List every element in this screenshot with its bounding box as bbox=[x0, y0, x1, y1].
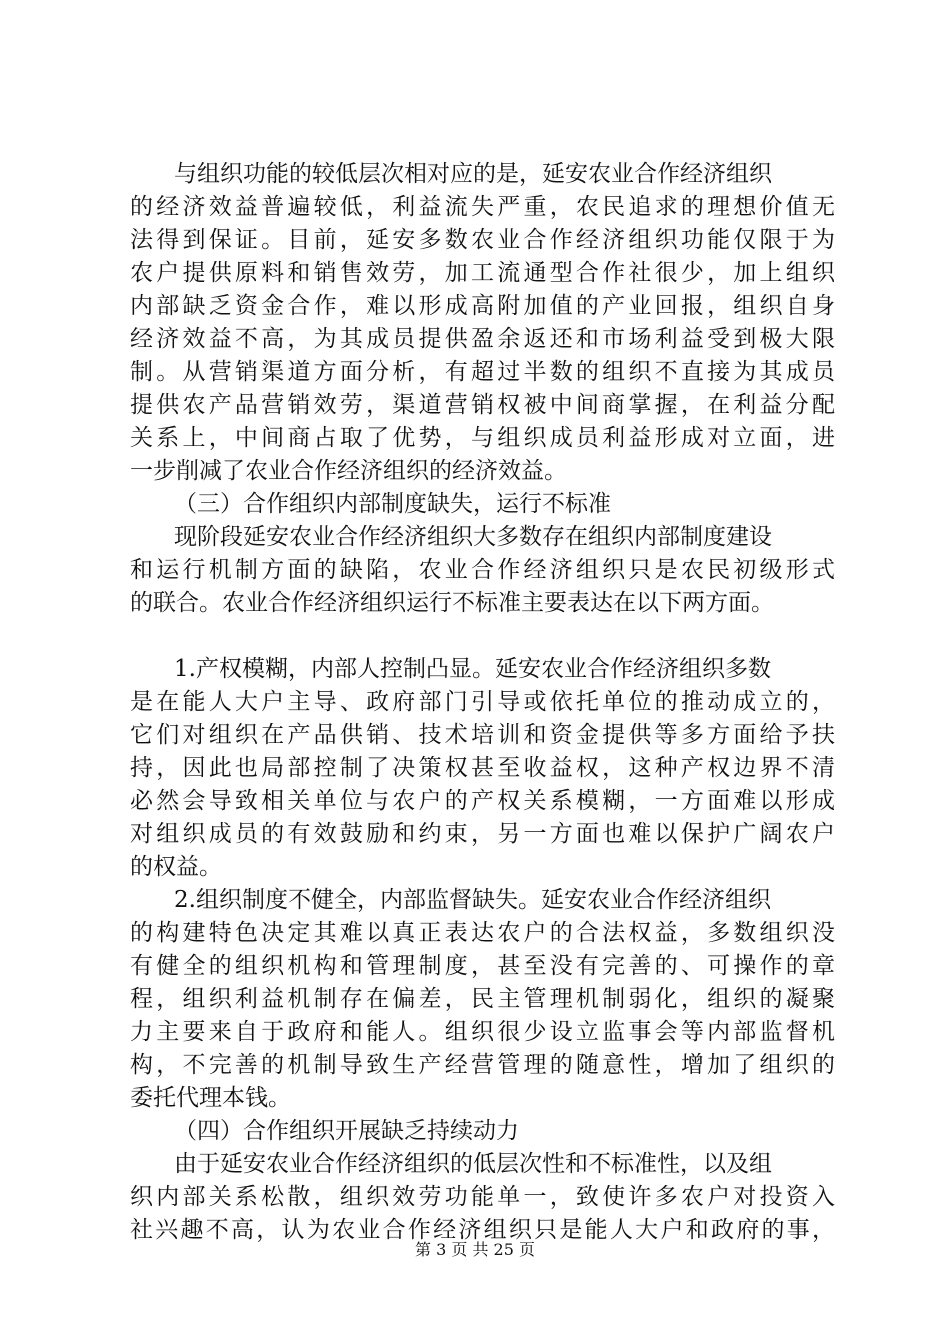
paragraph-line: 与组织功能的较低层次相对应的是，延安农业合作经济组织 bbox=[174, 161, 772, 187]
paragraph-line: 2.组织制度不健全，内部监督缺失。延安农业合作经济组织 bbox=[174, 887, 771, 913]
paragraph-line: 法得到保证。目前，延安多数农业合作经济组织功能仅限于为 bbox=[130, 227, 835, 253]
paragraph-line: 制。从营销渠道方面分析，有超过半数的组织不直接为其成员 bbox=[130, 359, 835, 385]
paragraph-line: 持，因此也局部控制了决策权甚至收益权，这种产权边界不清 bbox=[130, 755, 835, 781]
paragraph-line: 经济效益不高，为其成员提供盈余返还和市场利益受到极大限 bbox=[130, 326, 835, 352]
section-heading: （四）合作组织开展缺乏持续动力 bbox=[174, 1118, 519, 1144]
paragraph-line: 农户提供原料和销售效劳，加工流通型合作社很少，加上组织 bbox=[130, 260, 835, 286]
paragraph-line: 对组织成员的有效鼓励和约束，另一方面也难以保护广阔农户 bbox=[130, 821, 835, 847]
paragraph-line: 和运行机制方面的缺陷，农业合作经济组织只是农民初级形式 bbox=[130, 557, 835, 583]
paragraph-line: 社兴趣不高，认为农业合作经济组织只是能人大户和政府的事， bbox=[130, 1217, 835, 1243]
paragraph-line: 1.产权模糊，内部人控制凸显。延安农业合作经济组织多数 bbox=[174, 656, 771, 682]
paragraph-line: 一步削减了农业合作经济组织的经济效益。 bbox=[130, 458, 567, 484]
paragraph-line: 的联合。农业合作经济组织运行不标准主要表达在以下两方面。 bbox=[130, 590, 774, 616]
paragraph-line: 委托代理本钱。 bbox=[130, 1085, 291, 1111]
paragraph-line: 有健全的组织机构和管理制度，甚至没有完善的、可操作的章 bbox=[130, 953, 835, 979]
paragraph-line: 由于延安农业合作经济组织的低层次性和不标准性，以及组 bbox=[174, 1151, 772, 1177]
paragraph-line: 的经济效益普遍较低，利益流失严重，农民追求的理想价值无 bbox=[130, 194, 835, 220]
paragraph-line: 构，不完善的机制导致生产经营管理的随意性，增加了组织的 bbox=[130, 1052, 835, 1078]
paragraph-gap bbox=[130, 620, 835, 653]
paragraph-line: 必然会导致相关单位与农户的产权关系模糊，一方面难以形成 bbox=[130, 788, 835, 814]
paragraph-line: 提供农产品营销效劳，渠道营销权被中间商掌握，在利益分配 bbox=[130, 392, 835, 418]
paragraph-line: 关系上，中间商占取了优势，与组织成员利益形成对立面，进 bbox=[130, 425, 835, 451]
paragraph-line: 它们对组织在产品供销、技术培训和资金提供等多方面给予扶 bbox=[130, 722, 835, 748]
section-heading: （三）合作组织内部制度缺失，运行不标准 bbox=[174, 491, 611, 517]
paragraph-line: 程，组织利益机制存在偏差，民主管理机制弱化，组织的凝聚 bbox=[130, 986, 835, 1012]
paragraph-line: 现阶段延安农业合作经济组织大多数存在组织内部制度建设 bbox=[174, 524, 772, 550]
paragraph-line: 力主要来自于政府和能人。组织很少设立监事会等内部监督机 bbox=[130, 1019, 835, 1045]
paragraph-line: 织内部关系松散，组织效劳功能单一，致使许多农户对投资入 bbox=[130, 1184, 835, 1210]
paragraph-line: 内部缺乏资金合作，难以形成高附加值的产业回报，组织自身 bbox=[130, 293, 835, 319]
paragraph-line: 的构建特色决定其难以真正表达农户的合法权益，多数组织没 bbox=[130, 920, 835, 946]
page-footer: 第 3 页 共 25 页 bbox=[415, 1240, 535, 1259]
document-body bbox=[130, 158, 835, 1247]
paragraph-line: 的权益。 bbox=[130, 854, 222, 880]
paragraph-line: 是在能人大户主导、政府部门引导或依托单位的推动成立的， bbox=[130, 689, 835, 715]
